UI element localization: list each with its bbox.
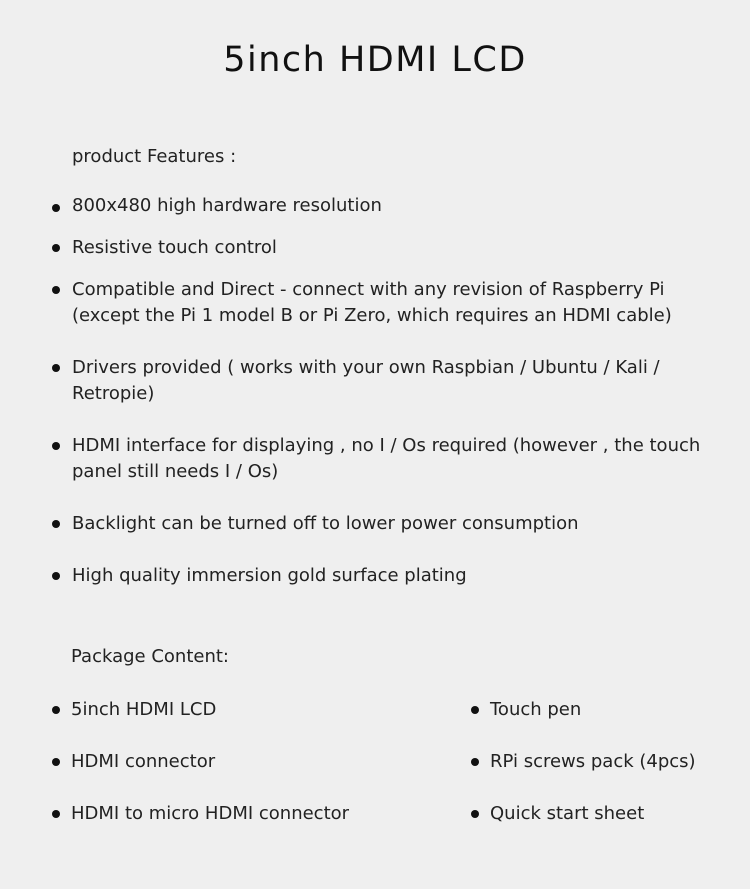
package-item: HDMI connector	[71, 751, 216, 772]
page-title: 5inch HDMI LCD	[223, 40, 527, 80]
bullet-icon	[52, 204, 60, 212]
feature-item: Backlight can be turned off to lower power consumption	[72, 513, 579, 534]
bullet-icon	[52, 364, 60, 372]
feature-item: Compatible and Direct - connect with any revision of Raspberry Pi (except the Pi 1 model B or Pi Zero, which requires an HDMI cable)	[72, 279, 672, 326]
bullet-icon	[52, 572, 60, 580]
package-item: RPi screws pack (4pcs)	[490, 751, 696, 772]
feature-item: Resistive touch control	[72, 237, 277, 258]
feature-item: Drivers provided ( works with your own Raspbian / Ubuntu / Kali / Retropie)	[72, 357, 660, 404]
package-item: Quick start sheet	[490, 803, 645, 824]
feature-item: 800x480 high hardware resolution	[72, 195, 382, 216]
bullet-icon	[471, 706, 479, 714]
bullet-icon	[52, 810, 60, 818]
bullet-icon	[52, 706, 60, 714]
bullet-icon	[52, 244, 60, 252]
package-heading: Package Content:	[71, 646, 229, 667]
bullet-icon	[52, 442, 60, 450]
package-item: Touch pen	[490, 699, 582, 720]
bullet-icon	[471, 758, 479, 766]
package-item: HDMI to micro HDMI connector	[71, 803, 350, 824]
feature-item: HDMI interface for displaying , no I / Os required (however , the touch panel still needs I / Os)	[72, 435, 701, 482]
bullet-icon	[52, 520, 60, 528]
bullet-icon	[471, 810, 479, 818]
bullet-icon	[52, 758, 60, 766]
bullet-icon	[52, 286, 60, 294]
feature-item: High quality immersion gold surface plating	[72, 565, 467, 586]
features-heading: product Features :	[72, 146, 237, 167]
package-item: 5inch HDMI LCD	[71, 699, 217, 720]
